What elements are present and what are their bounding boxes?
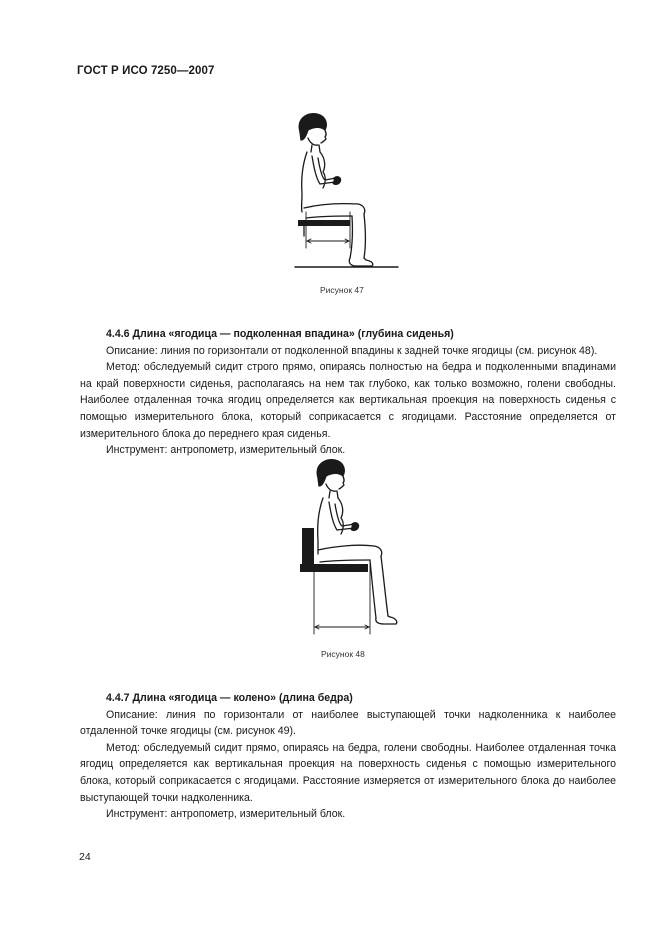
section-4-4-7-method: Метод: обследуемый сидит прямо, опираясь на бедра, голени свободны. Наиболее отдаленная точка ягодиц определяется как вертикальная проекция на поверхность сиденья с помощью измерительного блока, который соприкасается с ягодицами. Расстояние измеряется от измерительного блока до наиболее выступающей точки надколенника. (80, 741, 616, 804)
section-4-4-6-title: 4.4.6 Длина «ягодица — подколенная впадина» (глубина сиденья) (106, 328, 454, 340)
figure-48-caption: Рисунок 48 (321, 649, 365, 659)
seated-person-buttock-popliteal-icon (296, 456, 406, 636)
section-4-4-7-instrument: Инструмент: антропометр, измерительный блок. (106, 808, 346, 821)
section-4-4-6-method: Метод: обследуемый сидит строго прямо, опираясь полностью на бедра и подколенными впадинами на край поверхности сиденья, располагаясь на нем так глубоко, как только возможно, голени свободны. Наиболее отдаленная точка ягодиц определяется как вертикальная проекция на поверхность сиденья с помощью измерительного блока, который соприкасается с ягодицами. Расстояние определяется от измерительного блока до переднего края сиденья. (80, 361, 616, 440)
section-4-4-7-title: 4.4.7 Длина «ягодица — колено» (длина бедра) (106, 692, 353, 704)
figure-47-caption: Рисунок 47 (320, 285, 364, 295)
section-4-4-6-description: Описание: линия по горизонтали от подколенной впадины к задней точке ягодицы (см. рисунок 48). (106, 344, 598, 357)
section-4-4-6-instrument: Инструмент: антропометр, измерительный блок. (106, 444, 346, 457)
document-header: ГОСТ Р ИСО 7250—2007 (77, 65, 215, 77)
figure-48 (296, 456, 406, 636)
section-4-4-7 (80, 690, 616, 823)
section-4-4-7-description: Описание: линия по горизонтали от наиболее выступающей точки надколенника к наиболее отдаленной точке ягодицы (см. рисунок 49). (80, 708, 616, 738)
figure-47 (290, 108, 405, 273)
section-4-4-6 (80, 326, 616, 459)
page-number: 24 (79, 851, 91, 863)
seated-person-thigh-clearance-icon (290, 108, 405, 273)
